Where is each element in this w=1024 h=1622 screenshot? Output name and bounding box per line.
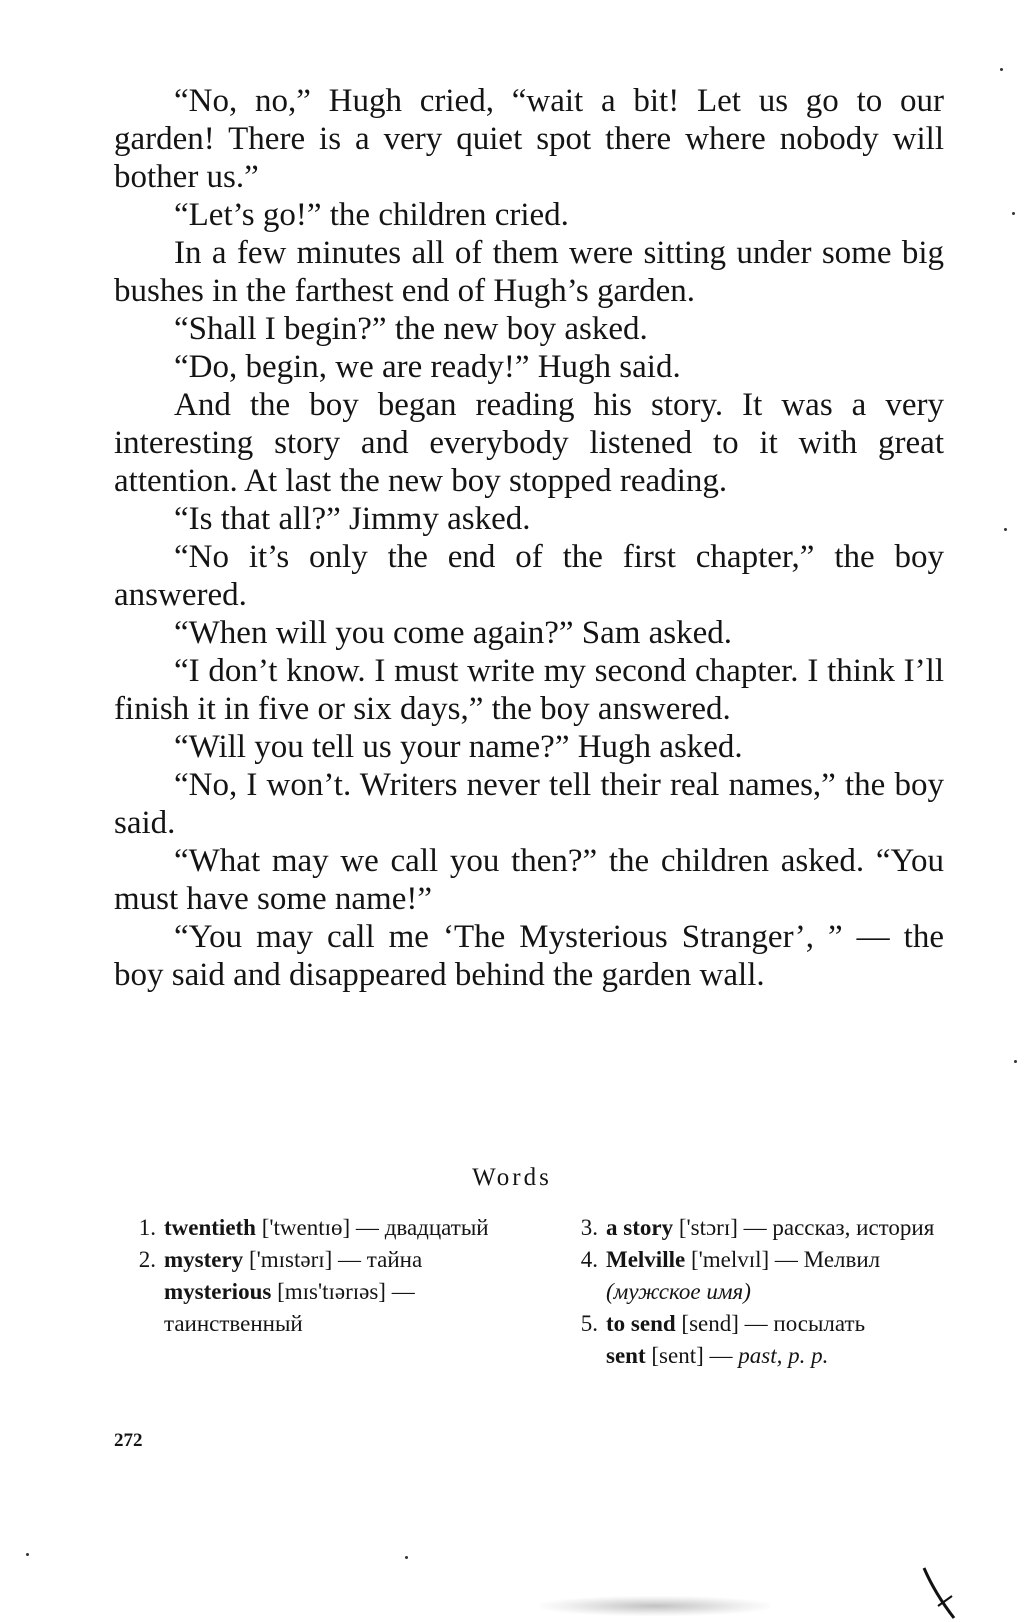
entry-pronunciation: [sent] — [645, 1343, 739, 1368]
entry-number: 1. [138, 1215, 156, 1240]
entry-pronunciation: [mɪs'tɪərɪəs] — [271, 1279, 415, 1304]
paragraph: And the boy began reading his story. It was a very interesting story and everybody listened to it with great attention. At last the new boy stopped reading. [114, 387, 944, 499]
paragraph: “Will you tell us your name?” Hugh asked. [174, 729, 743, 765]
words-heading: Words [472, 1164, 552, 1191]
entry-pronunciation: ['melvɪl] — [685, 1247, 804, 1272]
page-number: 272 [114, 1430, 143, 1451]
story-text [114, 82, 944, 994]
paragraph: “No, I won’t. Writers never tell their real names,” the boy said. [114, 767, 944, 841]
paragraph: “When will you come again?” Sam asked. [174, 615, 733, 651]
paragraph: “No it’s only the end of the first chapter,” the boy answered. [114, 539, 944, 613]
entry-number: 3. [580, 1215, 598, 1240]
entry-translation: past, p. p. [738, 1343, 829, 1368]
paragraph: “Is that all?” Jimmy asked. [174, 501, 531, 537]
entry-term: sent [606, 1343, 646, 1368]
entry-translation: Мелвил [803, 1247, 881, 1272]
entry-pronunciation: ['mɪstərɪ] — [243, 1247, 367, 1272]
scan-smudge [540, 1596, 770, 1616]
entry-term: Melville [606, 1247, 686, 1272]
vocabulary-column-left [128, 1212, 518, 1340]
scan-speck [1012, 212, 1015, 215]
paragraph: “What may we call you then?” the children asked. “You must have some name!” [114, 843, 944, 917]
entry-pronunciation: ['twentɪɵ] — [255, 1215, 385, 1240]
vocabulary-column-right [570, 1212, 960, 1372]
entry-term: a story [606, 1215, 674, 1240]
entry-translation: рассказ, история [772, 1215, 935, 1240]
paragraph: “Do, begin, we are ready!” Hugh said. [174, 349, 681, 385]
entry-term: to send [606, 1311, 676, 1336]
paragraph: “I don’t know. I must write my second chapter. I think I’ll finish it in five or six days,” the boy answered. [114, 653, 944, 727]
entry-translation: двадцатый [384, 1215, 489, 1240]
entry-number: 2. [138, 1247, 156, 1272]
entry-term: mysterious [164, 1279, 272, 1304]
scan-speck [26, 1553, 29, 1556]
entry-pronunciation: [send] — [675, 1311, 774, 1336]
paragraph: “No, no,” Hugh cried, “wait a bit! Let us go to our garden! There is a very quiet spot there where nobody will bother us.” [114, 83, 944, 195]
entry-translation: таинственный [164, 1311, 303, 1336]
paragraph: “You may call me ‘The Mysterious Stranger’, ” — the boy said and disappeared behind the garden wall. [114, 919, 944, 993]
entry-term: mystery [164, 1247, 244, 1272]
entry-translation: тайна [366, 1247, 423, 1272]
entry-number: 4. [580, 1247, 598, 1272]
vocab-entry [128, 1244, 518, 1340]
scan-speck [1004, 528, 1007, 531]
paragraph: “Let’s go!” the children cried. [174, 197, 569, 233]
corner-mark-icon [918, 1566, 968, 1620]
entry-number: 5. [580, 1311, 598, 1336]
entry-term: twentieth [164, 1215, 256, 1240]
entry-note: (мужское имя) [606, 1279, 751, 1304]
scan-speck [405, 1556, 408, 1559]
vocab-entry [570, 1244, 960, 1308]
vocab-entry [128, 1212, 518, 1244]
vocab-entry [570, 1212, 960, 1244]
entry-translation: посылать [773, 1311, 866, 1336]
entry-pronunciation: ['stɔrɪ] — [673, 1215, 773, 1240]
paragraph: In a few minutes all of them were sitting under some big bushes in the farthest end of Hugh’s garden. [114, 235, 944, 309]
scan-speck [1000, 68, 1003, 71]
paragraph: “Shall I begin?” the new boy asked. [174, 311, 648, 347]
scan-speck [1014, 1060, 1017, 1063]
vocab-entry [570, 1308, 960, 1372]
